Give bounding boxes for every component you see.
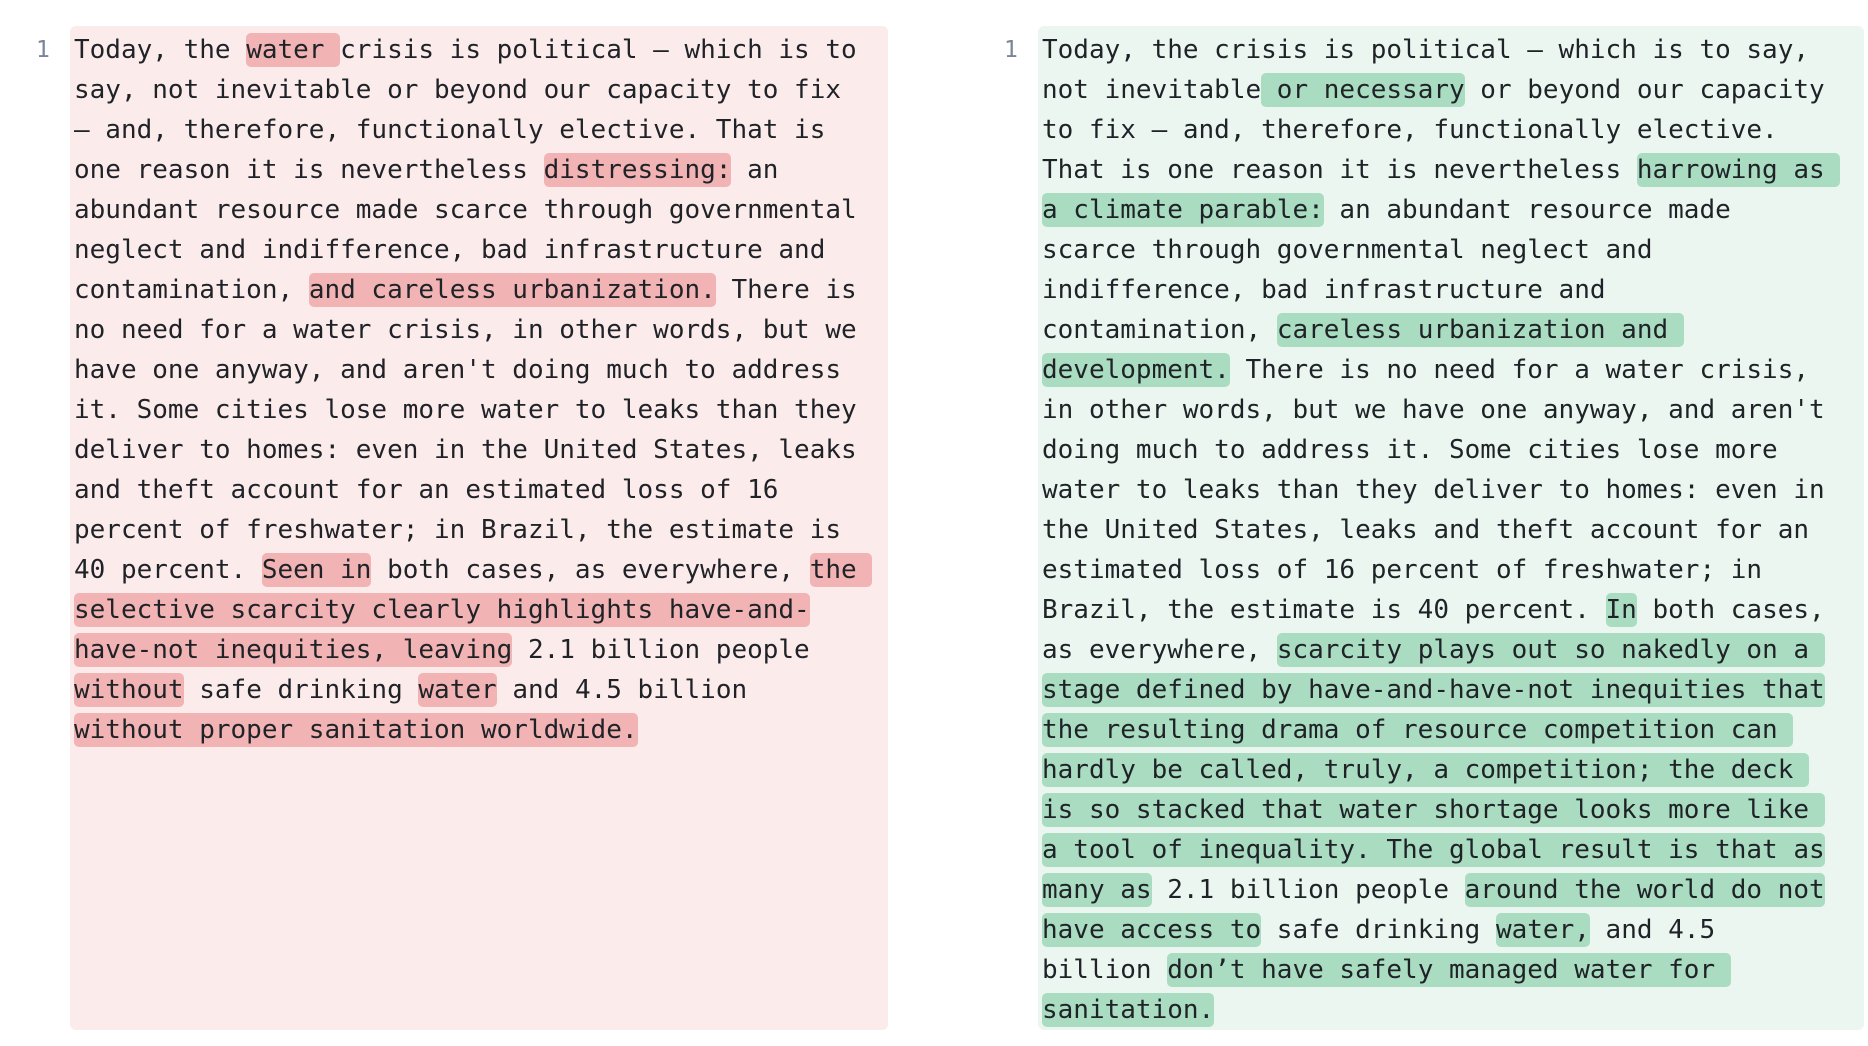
line-number: 1 — [36, 37, 50, 63]
added-highlight: many as — [1042, 875, 1152, 905]
text-segment: contamination, — [74, 275, 309, 305]
text-line — [1042, 870, 1864, 910]
text-segment: no need for a water crisis, in other words, but we — [74, 315, 857, 345]
text-line — [1042, 30, 1864, 70]
removed-highlight: distressing: — [543, 155, 732, 185]
text-segment: — and, therefore, functionally elective. That is — [74, 115, 826, 145]
removed-highlight: and careless urbanization. — [308, 275, 716, 305]
removed-highlight: without proper sanitation worldwide. — [74, 715, 638, 745]
text-line — [1042, 190, 1864, 230]
text-segment: it. Some cities lose more water to leaks than they — [74, 395, 857, 425]
added-highlight: a climate parable: — [1042, 195, 1324, 225]
added-highlight: stage defined by have-and-have-not inequities that — [1042, 675, 1825, 705]
text-segment: doing much to address it. Some cities lose more — [1042, 435, 1778, 465]
text-line — [1042, 230, 1864, 270]
text-segment: neglect and indifference, bad infrastructure and — [74, 235, 826, 265]
text-segment: 2.1 billion people — [1151, 875, 1465, 905]
added-highlight: careless urbanization and — [1276, 315, 1684, 345]
added-highlight: have access to — [1042, 915, 1262, 945]
added-highlight: sanitation. — [1042, 995, 1215, 1025]
text-segment: the United States, leaks and theft account for an — [1042, 515, 1810, 545]
text-segment: There is — [715, 275, 857, 305]
text-segment: abundant resource made scarce through governmental — [74, 195, 857, 225]
removed-highlight: water — [246, 35, 341, 65]
text-segment: safe drinking — [183, 675, 419, 705]
added-highlight: scarcity plays out so nakedly on a — [1276, 635, 1825, 665]
added-text-block[interactable] — [1038, 26, 1864, 1030]
text-line — [74, 310, 888, 350]
text-segment: say, not inevitable or beyond our capacity to fix — [74, 75, 842, 105]
text-segment: estimated loss of 16 percent of freshwater; in — [1042, 555, 1763, 585]
text-line — [74, 550, 888, 590]
added-highlight: hardly be called, truly, a competition; the deck — [1042, 755, 1810, 785]
text-line — [1042, 670, 1864, 710]
text-line — [1042, 110, 1864, 150]
text-segment: an — [731, 155, 779, 185]
removed-highlight: water — [418, 675, 497, 705]
removed-highlight: without — [74, 675, 184, 705]
removed-highlight: have-not inequities, leaving — [74, 635, 513, 665]
text-segment: as everywhere, — [1042, 635, 1277, 665]
text-segment: deliver to homes: even in the United States, leaks — [74, 435, 857, 465]
text-segment: in other words, but we have one anyway, and aren't — [1042, 395, 1825, 425]
text-segment: indifference, bad infrastructure and — [1042, 275, 1606, 305]
text-segment: one reason it is nevertheless — [74, 155, 544, 185]
added-highlight: water, — [1495, 915, 1590, 945]
added-highlight: don’t have safely managed water for — [1167, 955, 1731, 985]
text-segment: not inevitable — [1042, 75, 1262, 105]
text-segment: There is no need for a water crisis, — [1229, 355, 1810, 385]
text-segment: scarce through governmental neglect and — [1042, 235, 1653, 265]
text-segment: have one anyway, and aren't doing much to address — [74, 355, 842, 385]
text-segment: to fix — and, therefore, functionally elective. — [1042, 115, 1778, 145]
text-line — [1042, 270, 1864, 310]
text-line — [1042, 470, 1864, 510]
text-line — [1042, 390, 1864, 430]
removed-highlight: selective scarcity clearly highlights have-and- — [74, 595, 810, 625]
added-highlight: is so stacked that water shortage looks more like — [1042, 795, 1825, 825]
added-highlight: around the world do not — [1464, 875, 1825, 905]
text-segment: and theft account for an estimated loss of 16 — [74, 475, 779, 505]
removed-text-block[interactable] — [70, 26, 888, 1030]
text-line — [1042, 550, 1864, 590]
text-line — [1042, 950, 1864, 990]
text-segment: water to leaks than they deliver to homes: even in — [1042, 475, 1825, 505]
text-segment: Today, the — [74, 35, 247, 65]
text-line — [74, 670, 888, 710]
text-segment: That is one reason it is nevertheless — [1042, 155, 1637, 185]
added-highlight: development. — [1042, 355, 1230, 385]
text-segment: an abundant resource made — [1323, 195, 1731, 225]
text-segment: or beyond our capacity — [1464, 75, 1825, 105]
text-line — [74, 230, 888, 270]
text-segment: Brazil, the estimate is 40 percent. — [1042, 595, 1606, 625]
text-line — [1042, 590, 1864, 630]
text-line — [1042, 710, 1864, 750]
text-line — [74, 630, 888, 670]
text-segment: contamination, — [1042, 315, 1277, 345]
text-segment: 2.1 billion people — [512, 635, 810, 665]
text-line — [74, 110, 888, 150]
text-line — [1042, 790, 1864, 830]
text-line — [74, 350, 888, 390]
text-segment: crisis is political — which is to — [340, 35, 857, 65]
text-segment: safe drinking — [1261, 915, 1496, 945]
removed-highlight: Seen in — [261, 555, 372, 585]
text-line — [1042, 70, 1864, 110]
text-line — [74, 30, 888, 70]
text-line — [1042, 510, 1864, 550]
text-line — [74, 470, 888, 510]
text-segment: both cases, — [1636, 595, 1825, 625]
text-segment: both cases, as everywhere, — [371, 555, 810, 585]
text-line — [74, 710, 888, 750]
text-line — [1042, 150, 1864, 190]
text-line — [74, 70, 888, 110]
added-highlight: In — [1605, 595, 1637, 625]
line-number: 1 — [1004, 37, 1018, 63]
text-line — [74, 590, 888, 630]
removed-highlight: the — [809, 555, 873, 585]
text-line — [74, 190, 888, 230]
text-line — [1042, 630, 1864, 670]
text-line — [1042, 990, 1864, 1030]
added-highlight: the resulting drama of resource competition can — [1042, 715, 1794, 745]
text-segment: 40 percent. — [74, 555, 262, 585]
text-line — [74, 270, 888, 310]
added-highlight: harrowing as — [1636, 155, 1841, 185]
text-segment: and 4.5 — [1589, 915, 1716, 945]
text-line — [74, 390, 888, 430]
added-highlight: a tool of inequality. The global result is that as — [1042, 835, 1825, 865]
text-line — [1042, 750, 1864, 790]
text-segment: Today, the crisis is political — which is to say, — [1042, 35, 1810, 65]
text-line — [74, 510, 888, 550]
added-highlight: or necessary — [1261, 75, 1465, 105]
text-line — [74, 430, 888, 470]
text-line — [1042, 830, 1864, 870]
text-segment: billion — [1042, 955, 1168, 985]
text-line — [74, 150, 888, 190]
text-line — [1042, 910, 1864, 950]
text-line — [1042, 350, 1864, 390]
text-line — [1042, 310, 1864, 350]
text-segment: and 4.5 billion — [496, 675, 748, 705]
text-segment: percent of freshwater; in Brazil, the estimate is — [74, 515, 842, 545]
text-line — [1042, 430, 1864, 470]
